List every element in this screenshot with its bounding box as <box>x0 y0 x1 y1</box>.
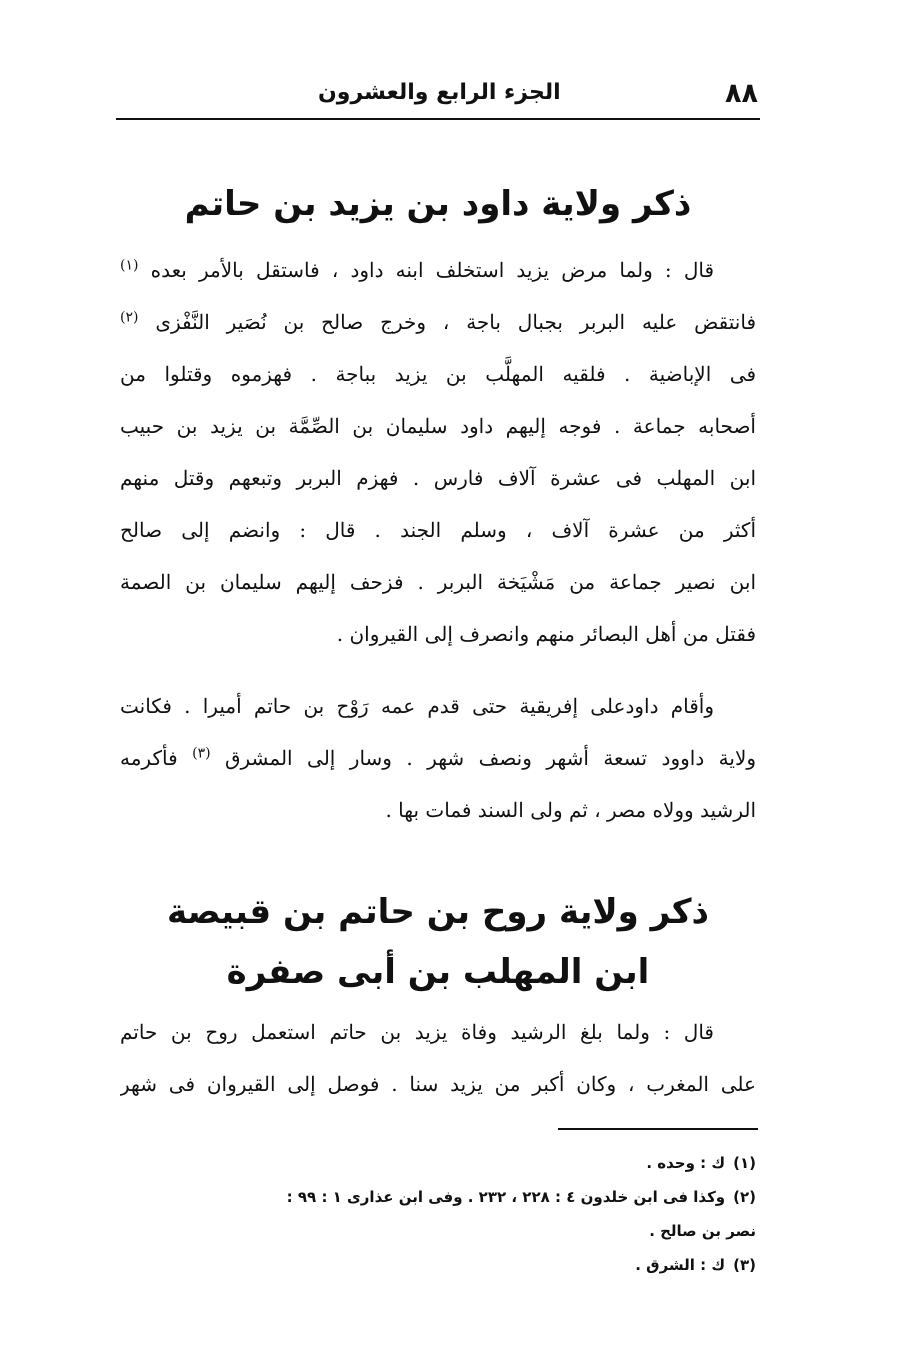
text-line: ولاية داوود تسعة أشهر ونصف شهر . وسار إلى المشرق $^{(٣)}$ فأكرمه <box>120 745 756 770</box>
footnote-mark: (٢) <box>733 1188 756 1206</box>
footnotes <box>120 1146 756 1282</box>
section-title-dawud: ذكر ولاية داود بن يزيد بن حاتم <box>184 184 692 224</box>
footnote-marker-2: (٢) <box>120 309 139 326</box>
running-title: الجزء الرابع والعشرون <box>318 80 561 105</box>
text-line: فى الإباضية . فلقيه المهلَّب بن يزيد بباجة . فهزموه وقتلوا من <box>120 362 756 386</box>
section1-paragraph2 <box>120 680 756 836</box>
footnote-2-continued <box>120 1214 756 1248</box>
text-line: الرشيد وولاه مصر ، ثم ولى السند فمات بها . <box>385 798 756 822</box>
section2-paragraph <box>120 1006 756 1110</box>
footnote-3 <box>120 1248 756 1282</box>
text-line: فانتقض عليه البربر بجبال باجة ، وخرج صالح بن نُصَير النَّفْزى $^{(٢)}$ <box>120 309 756 334</box>
text-line: أكثر من عشرة آلاف ، وسلم الجند . قال : وانضم إلى صالح <box>120 518 756 542</box>
text-line: ابن نصير جماعة من مَشْيَخة البربر . فزحف إليهم سليمان بن الصمة <box>120 570 756 594</box>
text-line: قال : ولما مرض يزيد استخلف ابنه داود ، فاستقل بالأمر بعده $^{(١)}$ <box>120 257 714 282</box>
header-rule <box>116 118 760 120</box>
text-line: قال : ولما بلغ الرشيد وفاة يزيد بن حاتم استعمل روح بن حاتم <box>120 1020 714 1044</box>
text-line: ابن المهلب فى عشرة آلاف فارس . فهزم البربر وتبعهم وقتل منهم <box>120 466 756 490</box>
text-line: على المغرب ، وكان أكبر من يزيد سنا . فوصل إلى القيروان فى شهر <box>120 1072 756 1096</box>
footnote-rule <box>558 1128 758 1130</box>
footnote-marker-1: (١) <box>120 257 139 274</box>
text-line: فقتل من أهل البصائر منهم وانصرف إلى القيروان . <box>336 622 756 646</box>
footnote-mark: (١) <box>733 1154 756 1172</box>
footnote-2 <box>120 1180 756 1214</box>
running-head <box>118 70 758 114</box>
text-line: وأقام داودعلى إفريقية حتى قدم عمه رَوْح بن حاتم أميرا . فكانت <box>120 694 714 718</box>
footnote-1 <box>120 1146 756 1180</box>
section1-paragraph1 <box>120 244 756 660</box>
footnote-marker-3: (٣) <box>192 745 211 762</box>
footnote-text: ك : الشرق . <box>635 1256 726 1274</box>
footnote-mark: (٣) <box>733 1256 756 1274</box>
footnote-text: ك : وحده . <box>646 1154 726 1172</box>
section-title-rawh-line1: ذكر ولاية روح بن حاتم بن قبيصة <box>166 892 709 932</box>
page-number: ٨٨ <box>725 78 758 109</box>
footnote-text: نصر بن صالح . <box>649 1222 756 1240</box>
section-title-rawh-line2: ابن المهلب بن أبى صفرة <box>226 952 650 992</box>
text-line: أصحابه جماعة . فوجه إليهم داود سليمان بن الصِّمَّة بن يزيد بن حبيب <box>120 414 756 438</box>
footnote-text: وكذا فى ابن خلدون ٤ : ٢٢٨ ، ٢٣٢ . وفى ابن عذارى ١ : ٩٩ : <box>286 1188 726 1206</box>
